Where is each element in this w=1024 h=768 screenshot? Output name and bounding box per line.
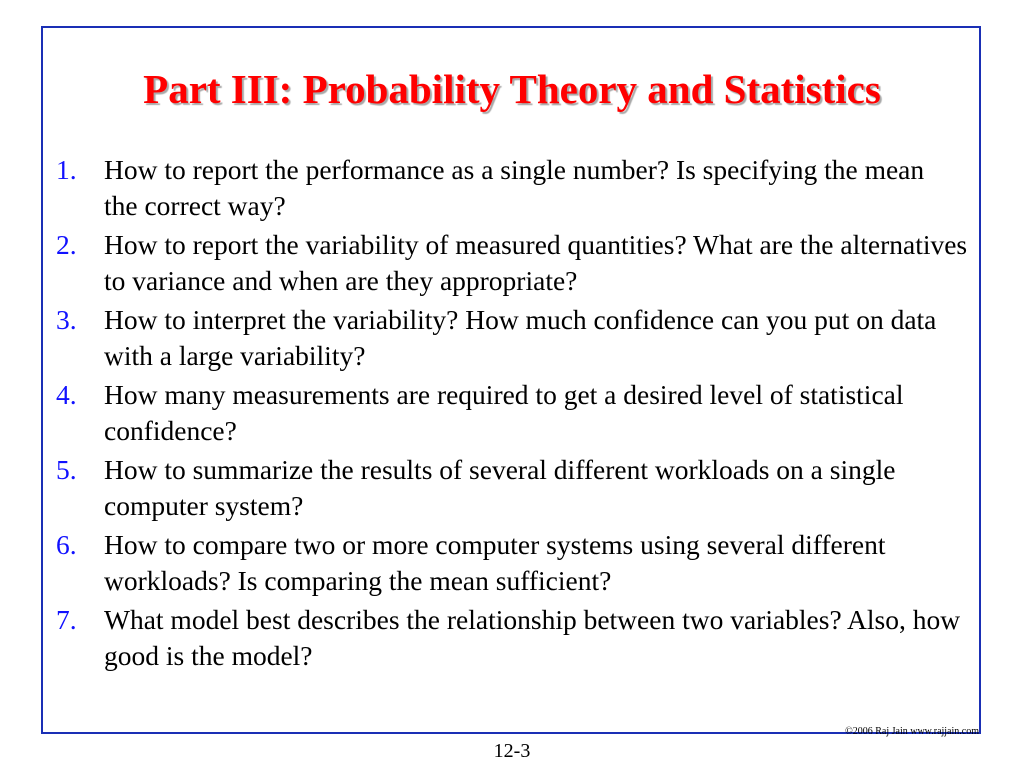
item-number: 5. xyxy=(56,454,77,485)
item-text: How to compare two or more computer systems using several different workloads? Is comparing the mean sufficient? xyxy=(104,529,893,596)
slide-title: Part III: Probability Theory and Statistics xyxy=(143,66,881,112)
item-text: How many measurements are required to get a desired level of statistical confidence? xyxy=(104,379,911,446)
list-item xyxy=(56,152,971,224)
item-text: What model best describes the relationship between two variables? Also, how good is the model? xyxy=(104,604,967,671)
item-number: 3. xyxy=(56,304,77,335)
list-item xyxy=(56,227,975,299)
numbered-list xyxy=(56,152,975,677)
list-item xyxy=(56,452,971,524)
list-item xyxy=(56,527,971,599)
item-number: 7. xyxy=(56,604,77,635)
page-number: 12-3 xyxy=(493,740,531,762)
list-item xyxy=(56,377,971,449)
item-number: 2. xyxy=(56,229,77,260)
copyright-notice: ©2006 Raj Jain www.rajjain.com xyxy=(845,726,979,737)
item-number: 1. xyxy=(56,154,77,185)
list-item xyxy=(56,602,971,674)
item-number: 4. xyxy=(56,379,77,410)
item-text: How to summarize the results of several different workloads on a single computer system? xyxy=(104,454,903,521)
item-text: How to report the variability of measured quantities? What are the alternatives to variance and when are they appropriate? xyxy=(104,229,975,296)
item-text: How to interpret the variability? How much confidence can you put on data with a large variability? xyxy=(104,304,944,371)
list-item xyxy=(56,302,971,374)
item-number: 6. xyxy=(56,529,77,560)
item-text: How to report the performance as a single number? Is specifying the mean the correct way? xyxy=(104,154,938,221)
